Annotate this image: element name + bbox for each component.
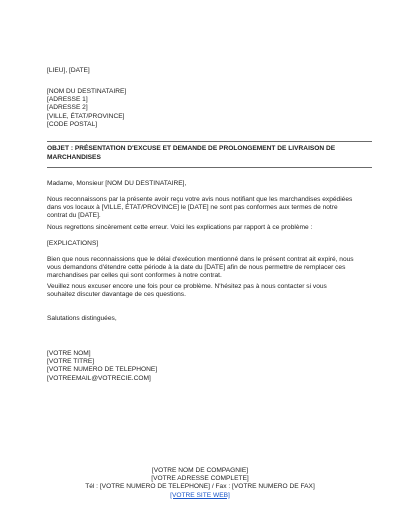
paragraph-3 bbox=[47, 256, 372, 281]
recipient-name: [NOM DU DESTINATAIRE] bbox=[47, 88, 127, 95]
recipient-address1: [ADRESSE 1] bbox=[47, 96, 88, 104]
recipient-postal-code: [CODE POSTAL] bbox=[47, 120, 98, 128]
signature-name: [VOTRE NOM] bbox=[47, 350, 91, 357]
paragraph-1-line: contrat du [DATE]. bbox=[47, 212, 101, 220]
subject-line-1: OBJET : PRÉSENTATION D'EXCUSE ET DEMANDE DE PROLONGEMENT DE LIVRAISON DE bbox=[47, 145, 336, 152]
explanations-text: [EXPLICATIONS] bbox=[47, 240, 99, 247]
recipient-city-state: [VILLE, ÉTAT/PROVINCE] bbox=[47, 112, 125, 120]
signature-phone: [VOTRE NUMERO DE TELEPHONE] bbox=[47, 366, 158, 374]
recipient-address2: [ADRESSE 2] bbox=[47, 104, 88, 112]
subject-rule-top bbox=[47, 141, 372, 142]
paragraph-4-line: Veuillez nous excuser encore une fois pour ce problème. N'hésitez pas à nous contacter si vous bbox=[47, 283, 327, 290]
closing-text: Salutations distinguées, bbox=[47, 315, 117, 322]
paragraph-1 bbox=[47, 196, 372, 221]
salutation bbox=[47, 180, 372, 188]
place-date bbox=[47, 67, 372, 75]
subject-line-2: MARCHANDISES bbox=[47, 153, 101, 161]
paragraph-4-line: souhaitez discuter davantage de ces questions. bbox=[47, 291, 186, 299]
subject-rule-bottom bbox=[47, 167, 372, 168]
footer-contact: Tél : [VOTRE NUMERO DE TELEPHONE] / Fax : [VOTRE NUMERO DE FAX] bbox=[85, 483, 315, 491]
footer-website-link[interactable]: [VOTRE SITE WEB] bbox=[170, 491, 230, 499]
salutation-text: Madame, Monsieur [NOM DU DESTINATAIRE], bbox=[47, 180, 187, 187]
paragraph-1-line: Nous reconnaissons par la présente avoir reçu votre avis nous notifiant que les marchandises expédiées bbox=[47, 196, 353, 203]
signature-title: [VOTRE TITRE] bbox=[47, 358, 95, 366]
signature-email: [VOTREEMAIL@VOTRECIE.COM] bbox=[47, 374, 151, 382]
paragraph-3-line: vous demandons d'étendre cette période à la date du [DATE] afin de nous permettre de remplacer ces bbox=[47, 264, 346, 272]
letterhead-footer bbox=[0, 467, 400, 500]
place-date-text: [LIEU], [DATE] bbox=[47, 67, 90, 74]
paragraph-2 bbox=[47, 224, 372, 232]
footer-company: [VOTRE NOM DE COMPAGNIE] bbox=[151, 467, 249, 474]
paragraph-3-line: marchandises par celles qui sont conformes à notre contrat. bbox=[47, 272, 222, 280]
footer-address: [VOTRE ADRESSE COMPLETE] bbox=[151, 475, 249, 483]
signature-block bbox=[47, 350, 372, 383]
paragraph-1-line: dans vos locaux à [VILLE, ÉTAT/PROVINCE] le [DATE] ne sont pas conformes aux termes de notre bbox=[47, 204, 338, 212]
paragraph-2-text: Nous regrettons sincèrement cette erreur. Voici les explications par rapport à ce problème : bbox=[47, 224, 313, 231]
subject-heading bbox=[47, 145, 372, 162]
closing bbox=[47, 315, 372, 323]
paragraph-4 bbox=[47, 283, 372, 299]
explanations bbox=[47, 240, 372, 248]
recipient-address bbox=[47, 88, 372, 129]
paragraph-3-line: Bien que nous reconnaissions que le délai d'exécution mentionné dans le présent contrat ait expiré, nous bbox=[47, 256, 354, 263]
